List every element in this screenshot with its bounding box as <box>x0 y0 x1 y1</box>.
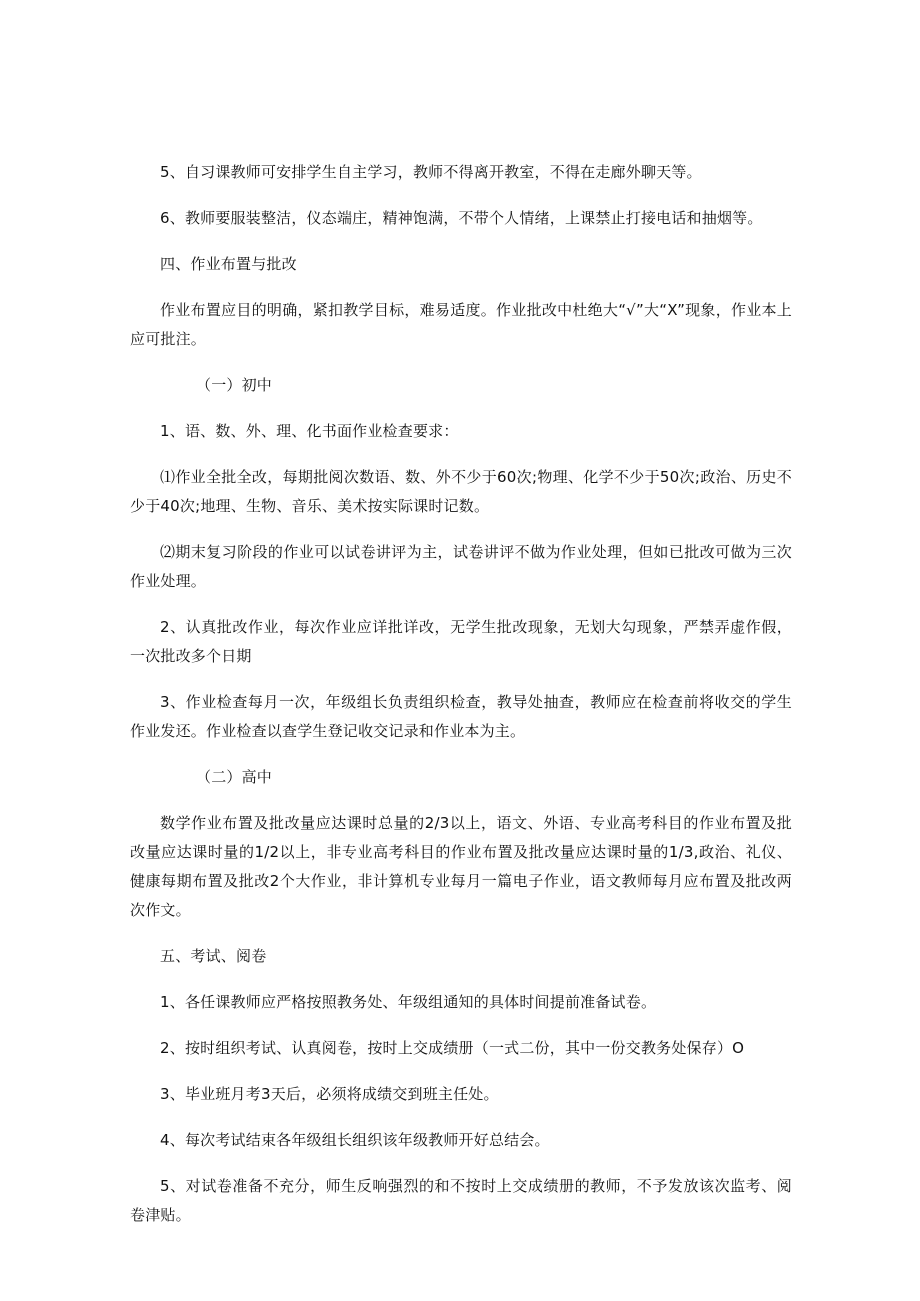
document-body <box>130 158 792 1247</box>
paragraph-item-6-teacher-attire: 6、教师要服装整洁，仪态端庄，精神饱满，不带个人情绪，上课禁止打接电话和抽烟等。 <box>160 209 763 227</box>
section-heading-homework: 四、作业布置与批改 <box>160 255 297 273</box>
paragraph-exam-item-1: 1、各任课教师应严格按照教务处、年级组通知的具体时间提前准备试卷。 <box>160 993 657 1011</box>
section-heading-exams: 五、考试、阅卷 <box>160 947 267 965</box>
paragraph-exam-item-3: 3、毕业班月考3天后，必须将成绩交到班主任处。 <box>160 1085 499 1103</box>
paragraph-item-1-written-homework: 1、语、数、外、理、化书面作业检查要求： <box>160 422 459 440</box>
paragraph-exam-item-5: 5、对试卷准备不充分，师生反响强烈的和不按时上交成绩册的教师，不予发放该次监考、阅卷津贴。 <box>130 1177 792 1224</box>
paragraph-subitem-1-full-grading: ⑴作业全批全改，每期批阅次数语、数、外不少于60次;物理、化学不少于50次;政治、历史不少于40次;地理、生物、音乐、美术按实际课时记数。 <box>130 468 792 515</box>
paragraph-exam-item-4: 4、每次考试结束各年级组长组织该年级教师开好总结会。 <box>160 1131 550 1149</box>
paragraph-item-2-careful-grading: 2、认真批改作业，每次作业应详批详改，无学生批改现象，无划大勾现象，严禁弄虚作假，一次批改多个日期 <box>130 618 792 665</box>
paragraph-exam-item-2: 2、按时组织考试、认真阅卷，按时上交成绩册（一式二份，其中一份交教务处保存）O <box>160 1039 745 1057</box>
sub-heading-junior-high: （一）初中 <box>196 376 273 394</box>
paragraph-homework-intro: 作业布置应目的明确，紧扣教学目标，难易适度。作业批改中杜绝大“√”大“X”现象，作业本上应可批注。 <box>130 301 792 348</box>
paragraph-item-3-monthly-check: 3、作业检查每月一次，年级组长负责组织检查，教导处抽查，教师应在检查前将收交的学生作业发还。作业检查以查学生登记收交记录和作业本为主。 <box>130 693 792 740</box>
paragraph-item-5-self-study: 5、自习课教师可安排学生自主学习，教师不得离开教室，不得在走廊外聊天等。 <box>160 163 702 181</box>
sub-heading-senior-high: （二）高中 <box>196 768 273 786</box>
paragraph-subitem-2-review-stage: ⑵期末复习阶段的作业可以试卷讲评为主，试卷讲评不做为作业处理，但如已批改可做为三次作业处理。 <box>130 543 792 590</box>
paragraph-senior-homework-quota: 数学作业布置及批改量应达课时总量的2/3以上，语文、外语、专业高考科目的作业布置及批改量应达课时量的1/2以上，非专业高考科目的作业布置及批改量应达课时量的1/3,政治、礼仪、健康每期布置及批改2个大作业，非计算机专业每月一篇电子作业，语文教师每月应布置及批改两次作文。 <box>130 814 792 919</box>
